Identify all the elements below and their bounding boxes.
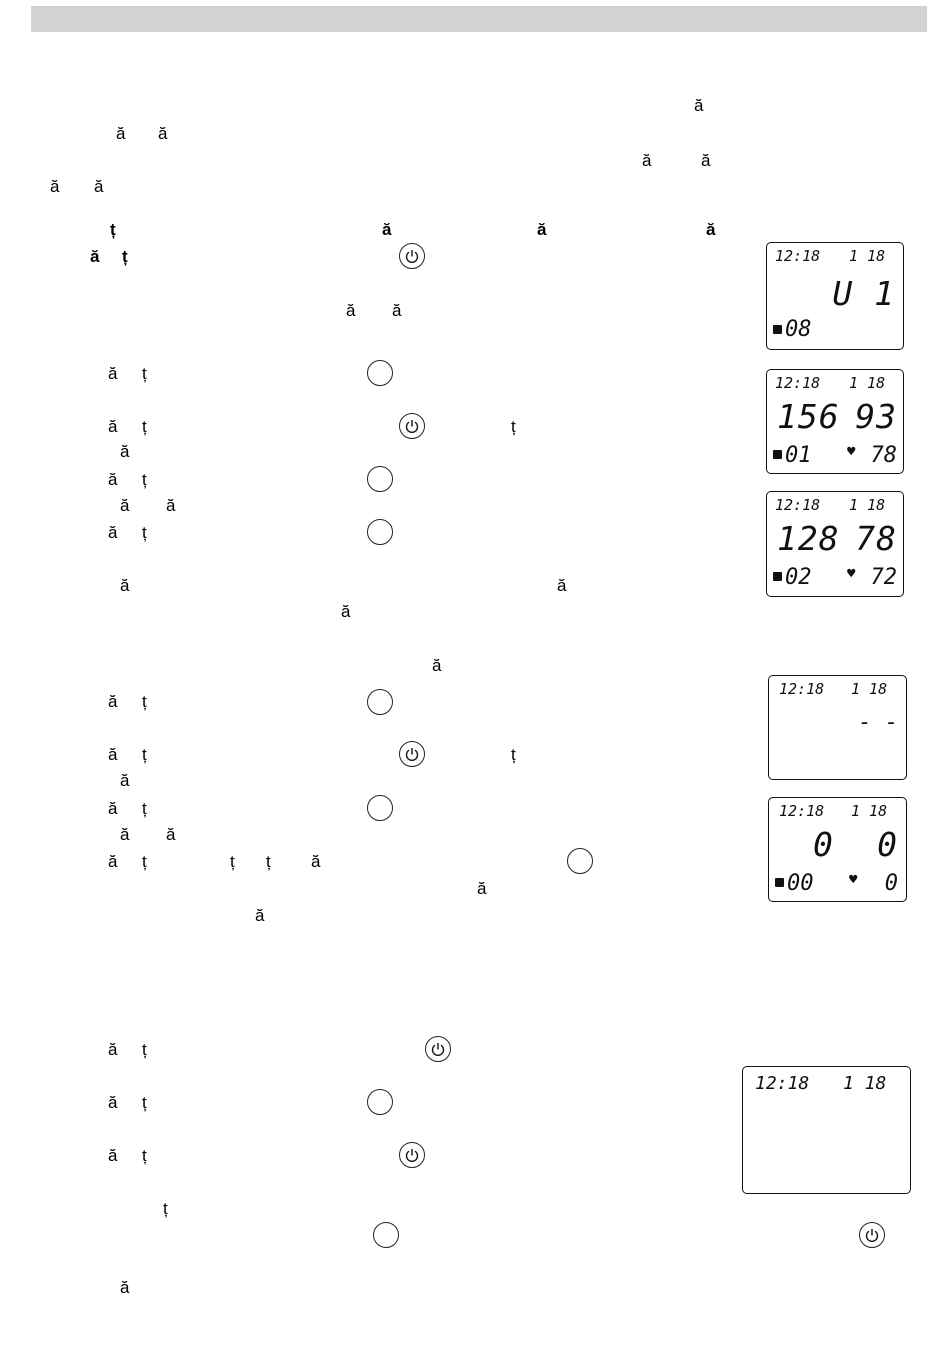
lcd-pulse: 72 <box>870 565 897 590</box>
lcd-date: 1 18 <box>851 680 888 698</box>
text-fragment: ț <box>230 852 235 871</box>
memory-icon <box>773 572 782 581</box>
text-fragment: ț <box>142 799 147 818</box>
heart-icon: ♥ <box>847 444 856 460</box>
text-fragment: ț <box>142 1093 147 1112</box>
text-fragment: ă <box>701 151 711 170</box>
text-fragment: ă <box>432 656 442 675</box>
text-fragment: ț <box>163 1199 168 1218</box>
lcd-diastolic: 0 <box>877 825 898 864</box>
lcd-time: 12:18 <box>779 680 825 698</box>
text-fragment: ă <box>108 470 118 489</box>
heading-fragment: ă <box>706 220 716 239</box>
heading-fragment: ă <box>382 220 392 239</box>
lcd-display-u1 <box>766 242 904 350</box>
text-fragment: ă <box>392 301 402 320</box>
text-fragment: ă <box>108 364 118 383</box>
text-fragment: ă <box>120 825 130 844</box>
text-fragment: ț <box>142 1040 147 1059</box>
text-fragment: ț <box>142 852 147 871</box>
memory-button[interactable] <box>367 466 393 492</box>
text-fragment: ă <box>108 852 118 871</box>
power-icon <box>404 1147 420 1163</box>
text-fragment: ă <box>120 576 130 595</box>
text-fragment: ț <box>142 417 147 436</box>
memory-button[interactable] <box>367 360 393 386</box>
lcd-memory-number: 01 <box>785 443 812 468</box>
lcd-systolic: 128 <box>777 519 840 558</box>
heading-fragment: ă <box>90 247 100 266</box>
power-icon <box>404 248 420 264</box>
lcd-memory-number: 02 <box>785 565 812 590</box>
memory-icon <box>773 450 782 459</box>
power-icon <box>864 1227 880 1243</box>
lcd-display-zero <box>768 797 907 902</box>
text-fragment: ă <box>120 496 130 515</box>
text-fragment: ă <box>642 151 652 170</box>
header-bar <box>31 6 927 32</box>
text-fragment: ț <box>142 523 147 542</box>
power-button[interactable] <box>399 741 425 767</box>
text-fragment: ă <box>108 1146 118 1165</box>
text-fragment: ă <box>120 442 130 461</box>
heading-fragment: ț <box>110 220 116 239</box>
lcd-display-reading-1 <box>766 369 904 474</box>
text-fragment: ț <box>142 745 147 764</box>
text-fragment: ț <box>266 852 271 871</box>
lcd-pulse: 0 <box>884 871 898 896</box>
lcd-time: 12:18 <box>755 1073 810 1094</box>
lcd-display-cleared <box>742 1066 911 1194</box>
text-fragment: ă <box>477 879 487 898</box>
lcd-time: 12:18 <box>779 802 825 820</box>
lcd-date: 1 18 <box>843 1073 887 1094</box>
power-button[interactable] <box>399 1142 425 1168</box>
text-fragment: ă <box>158 124 168 143</box>
memory-button[interactable] <box>367 689 393 715</box>
lcd-user: U 1 <box>832 274 895 313</box>
lcd-systolic: 156 <box>777 397 840 436</box>
heart-icon: ♥ <box>847 566 856 582</box>
memory-button[interactable] <box>367 1089 393 1115</box>
text-fragment: ă <box>120 771 130 790</box>
memory-button[interactable] <box>367 519 393 545</box>
lcd-time: 12:18 <box>775 374 821 392</box>
memory-button[interactable] <box>373 1222 399 1248</box>
lcd-systolic: 0 <box>813 825 834 864</box>
lcd-display-empty <box>768 675 907 780</box>
power-button[interactable] <box>399 243 425 269</box>
text-fragment: ă <box>116 124 126 143</box>
memory-icon <box>773 325 782 334</box>
memory-button[interactable] <box>367 795 393 821</box>
memory-icon <box>775 878 784 887</box>
text-fragment: ă <box>255 906 265 925</box>
lcd-display-reading-2 <box>766 491 904 597</box>
lcd-pulse: 78 <box>870 443 897 468</box>
text-fragment: ț <box>142 1146 147 1165</box>
text-fragment: ă <box>108 523 118 542</box>
power-button[interactable] <box>399 413 425 439</box>
lcd-memory-number: 08 <box>785 317 812 342</box>
memory-button[interactable] <box>567 848 593 874</box>
lcd-dashes: - - <box>858 710 898 735</box>
text-fragment: ț <box>142 364 147 383</box>
text-fragment: ă <box>50 177 60 196</box>
text-fragment: ț <box>142 692 147 711</box>
text-fragment: ă <box>120 1278 130 1297</box>
text-fragment: ă <box>694 96 704 115</box>
lcd-memory-number: 00 <box>787 871 814 896</box>
text-fragment: ă <box>108 799 118 818</box>
text-fragment: ă <box>346 301 356 320</box>
text-fragment: ă <box>311 852 321 871</box>
heart-icon: ♥ <box>849 872 858 888</box>
lcd-date: 1 18 <box>849 247 886 265</box>
lcd-diastolic: 93 <box>855 397 897 436</box>
lcd-date: 1 18 <box>851 802 888 820</box>
text-fragment: ă <box>166 496 176 515</box>
text-fragment: ă <box>94 177 104 196</box>
lcd-diastolic: 78 <box>855 519 897 558</box>
lcd-time: 12:18 <box>775 496 821 514</box>
power-button[interactable] <box>425 1036 451 1062</box>
text-fragment: ă <box>166 825 176 844</box>
text-fragment: ț <box>142 470 147 489</box>
text-fragment: ă <box>341 602 351 621</box>
text-fragment: ă <box>108 1093 118 1112</box>
power-icon <box>430 1041 446 1057</box>
lcd-date: 1 18 <box>849 496 886 514</box>
text-fragment: ă <box>557 576 567 595</box>
power-button[interactable] <box>859 1222 885 1248</box>
lcd-date: 1 18 <box>849 374 886 392</box>
heading-fragment: ț <box>122 247 128 266</box>
power-icon <box>404 418 420 434</box>
text-fragment: ă <box>108 692 118 711</box>
lcd-time: 12:18 <box>775 247 821 265</box>
text-fragment: ț <box>511 745 516 764</box>
text-fragment: ă <box>108 417 118 436</box>
text-fragment: ă <box>108 1040 118 1059</box>
heading-fragment: ă <box>537 220 547 239</box>
text-fragment: ț <box>511 417 516 436</box>
power-icon <box>404 746 420 762</box>
text-fragment: ă <box>108 745 118 764</box>
